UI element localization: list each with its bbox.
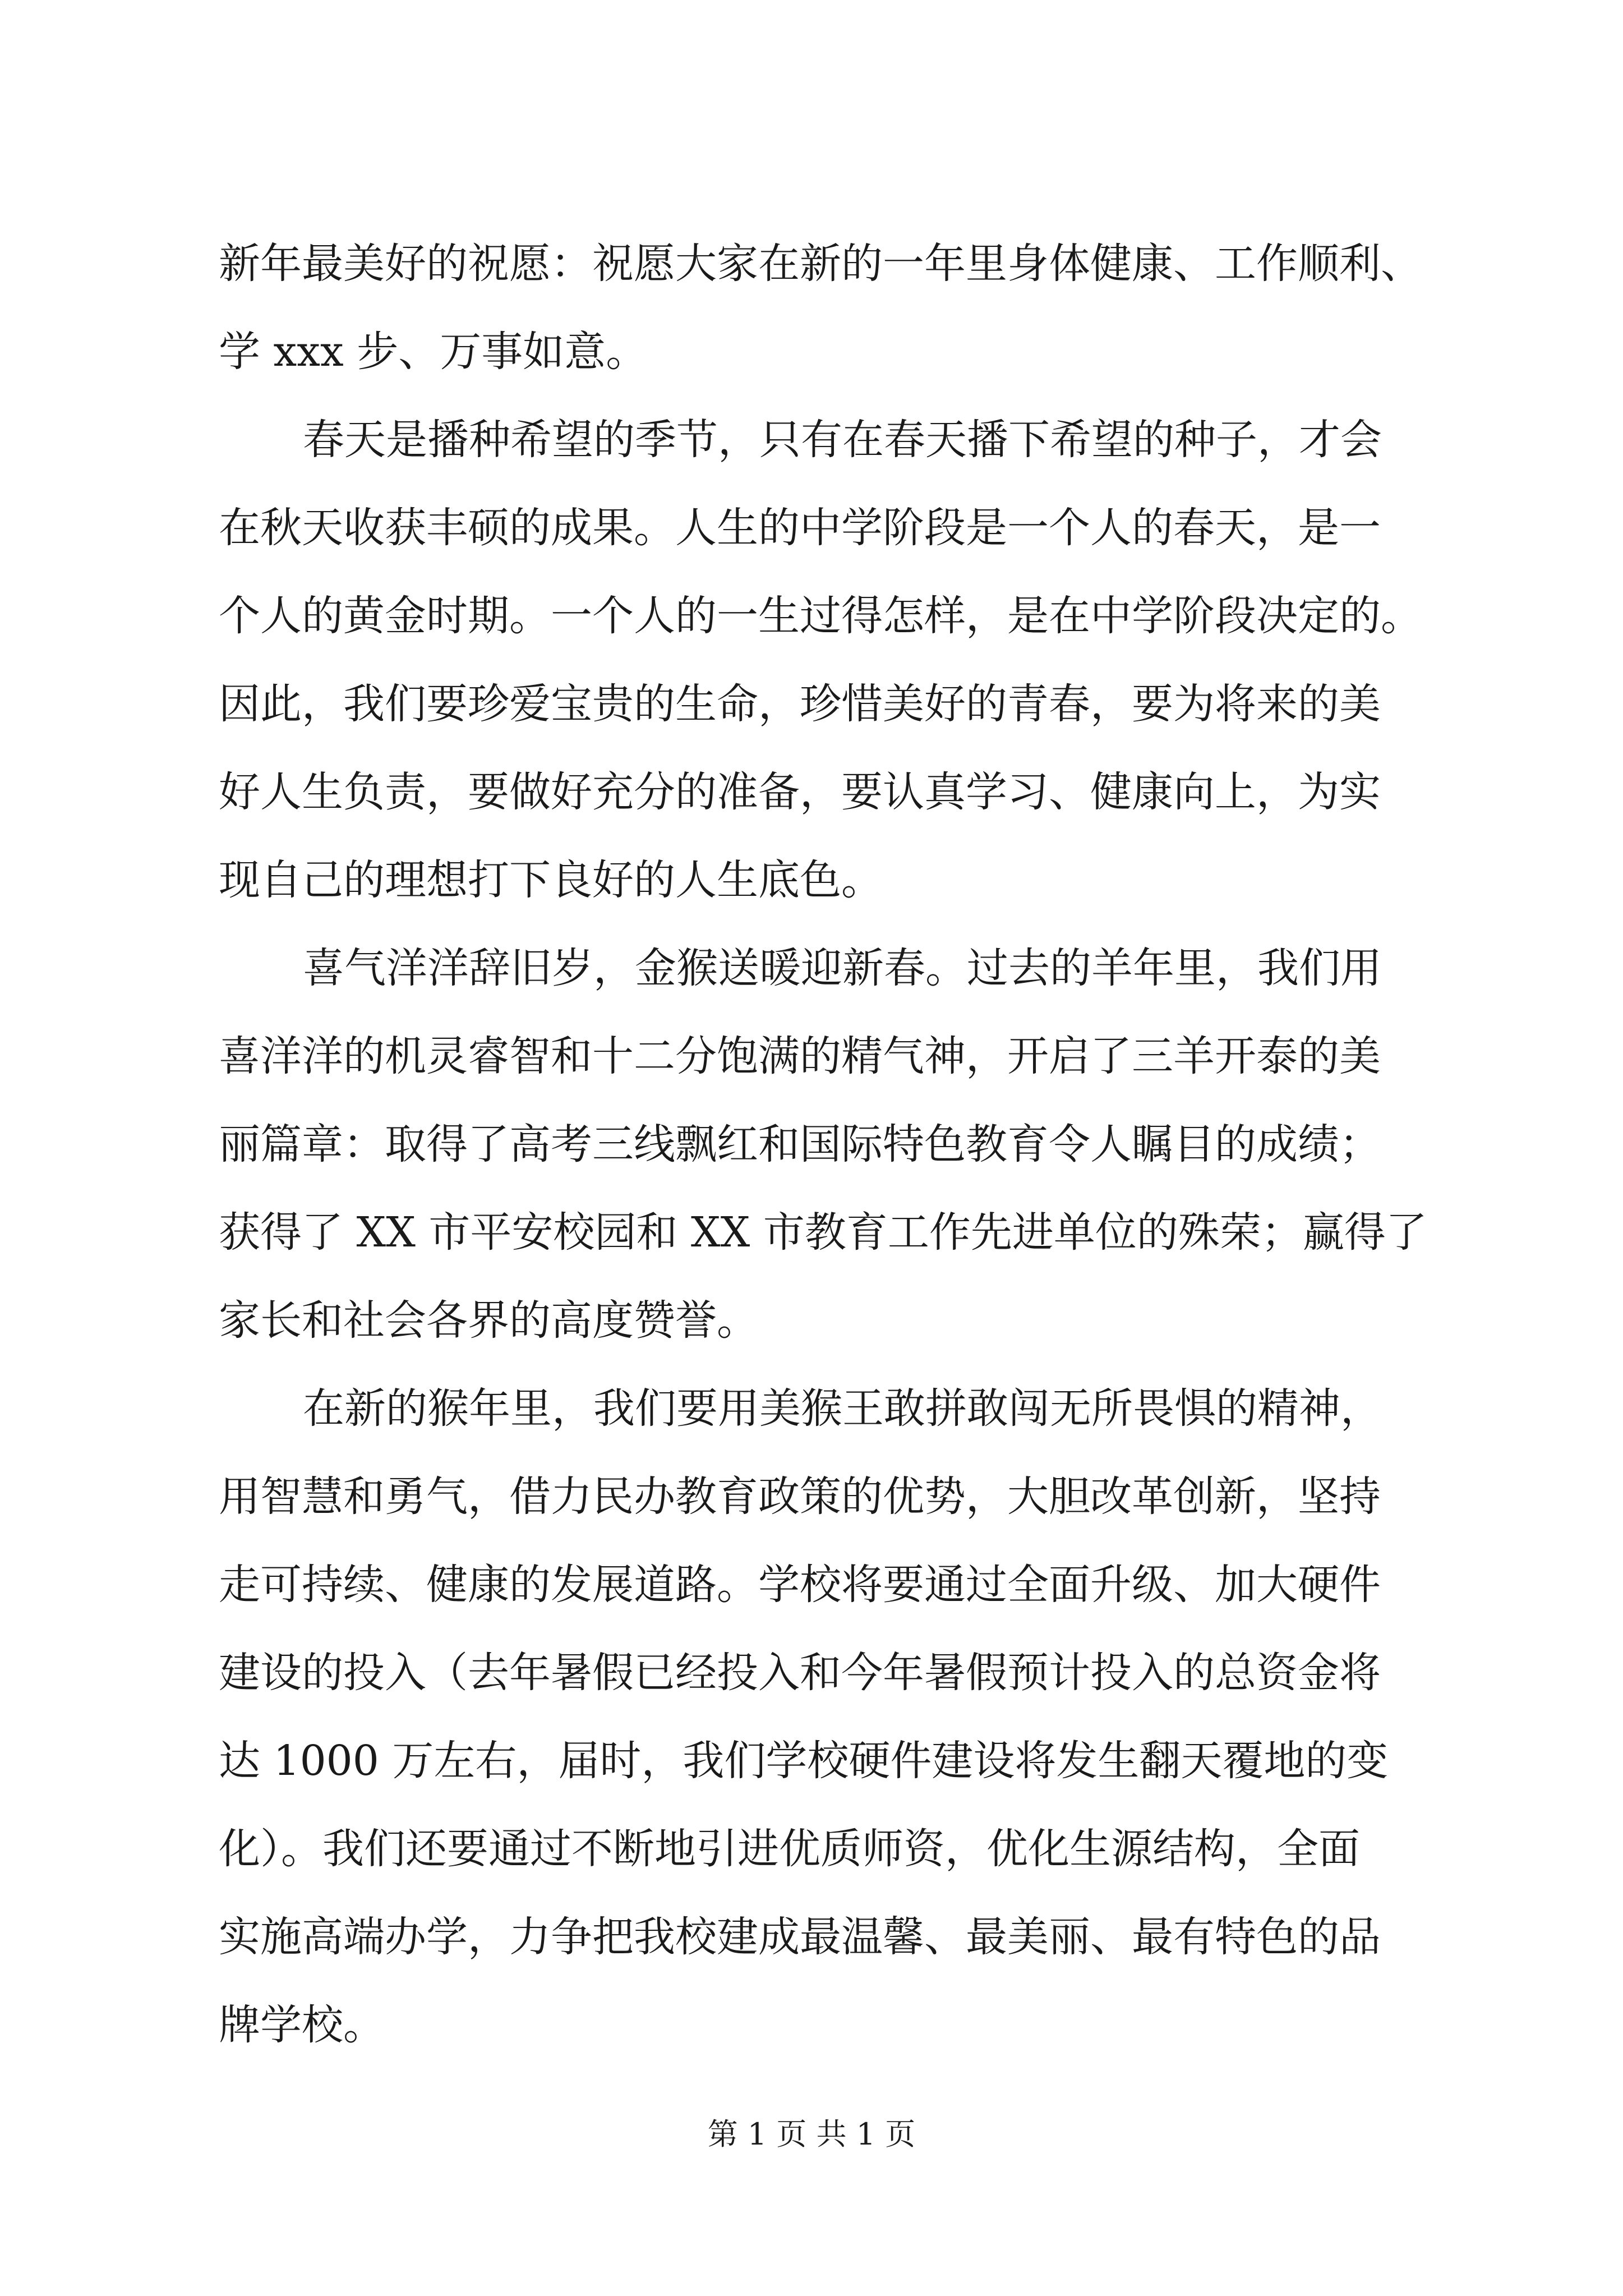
text-line: 牌学校。: [219, 2001, 385, 2049]
text-line: 建设的投入（去年暑假已经投入和今年暑假预计投入的总资金将: [219, 1649, 1381, 1697]
text-line: 学 xxx 步、万事如意。: [219, 328, 648, 376]
text-line: 走可持续、健康的发展道路。学校将要通过全面升级、加大硬件: [219, 1561, 1381, 1609]
text-line: 新年最美好的祝愿：祝愿大家在新的一年里身体健康、工作顺利、: [219, 240, 1422, 288]
text-line: 喜洋洋的机灵睿智和十二分饱满的精气神，开启了三羊开泰的美: [219, 1032, 1381, 1080]
text-line: 用智慧和勇气，借力民办教育政策的优势，大胆改革创新，坚持: [219, 1473, 1381, 1521]
text-line: 达 1000 万左右，届时，我们学校硬件建设将发生翻天覆地的变: [219, 1737, 1389, 1785]
paragraph-first-line: 喜气洋洋辞旧岁，金猴送暖迎新春。过去的羊年里，我们用: [303, 944, 1382, 992]
text-line: 现自己的理想打下良好的人生底色。: [219, 856, 883, 904]
paragraph-first-line: 在新的猴年里，我们要用美猴王敢拼敢闯无所畏惧的精神，: [303, 1384, 1382, 1433]
text-line: 家长和社会各界的高度赞誉。: [219, 1296, 758, 1345]
text-line: 因此，我们要珍爱宝贵的生命，珍惜美好的青春，要为将来的美: [219, 680, 1381, 728]
paragraph-first-line: 春天是播种希望的季节，只有在春天播下希望的种子，才会: [303, 416, 1382, 464]
text-line: 化）。我们还要通过不断地引进优质师资，优化生源结构，全面: [219, 1825, 1360, 1873]
text-line: 获得了 XX 市平安校园和 XX 市教育工作先进单位的殊荣；赢得了: [219, 1208, 1427, 1257]
text-line: 在秋天收获丰硕的成果。人生的中学阶段是一个人的春天，是一: [219, 504, 1381, 552]
text-line: 实施高端办学，力争把我校建成最温馨、最美丽、最有特色的品: [219, 1913, 1381, 1961]
page-footer: 第 1 页 共 1 页: [707, 2116, 916, 2152]
text-line: 丽篇章：取得了高考三线飘红和国际特色教育令人瞩目的成绩；: [219, 1120, 1381, 1168]
text-line: 好人生负责，要做好充分的准备，要认真学习、健康向上，为实: [219, 768, 1381, 816]
text-line: 个人的黄金时期。一个人的一生过得怎样，是在中学阶段决定的。: [219, 592, 1422, 640]
